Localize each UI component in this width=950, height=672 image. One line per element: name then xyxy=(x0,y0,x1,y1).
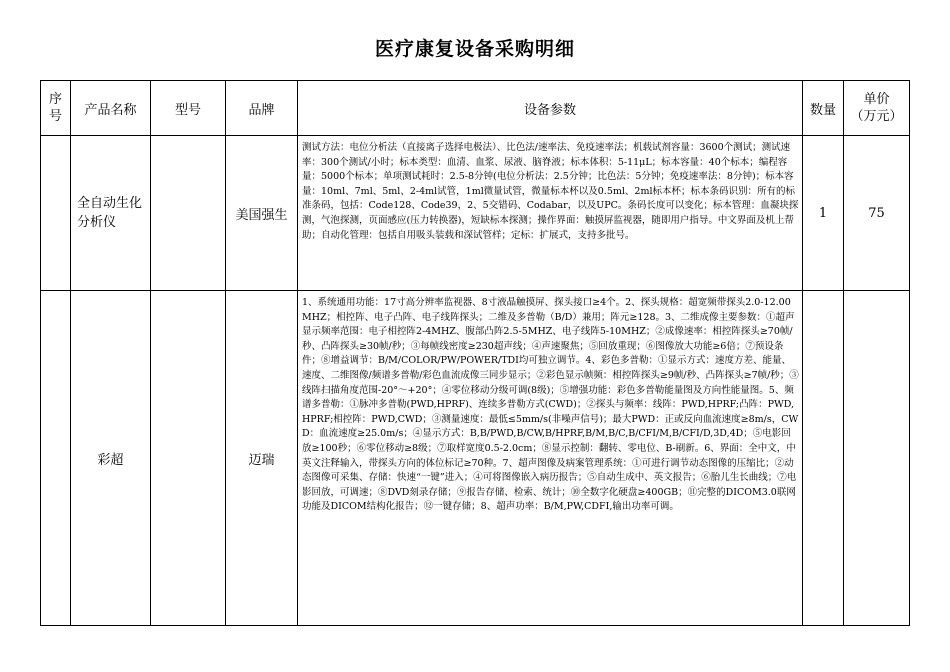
cell-brand: 迈瑞 xyxy=(226,291,298,626)
cell-params: 1、系统通用功能：17寸高分辨率监视器、8寸液晶触摸屏、探头接口≥4个。2、探头规格：超宽频带探头2.0-12.00MHZ；相控阵、电子凸阵、电子线阵探头；二维及多普勒（B/D）兼用；阵元≥128。3、二维成像主要参数：①超声显示频率范围：电子相控阵2-4MHZ、腹部凸阵2.5-5MHZ、电子线阵5-10MHZ；②成像速率：相控阵探头≥70帧/秒、凸阵探头≥30帧/秒；③每帧线密度≥230超声线；④声速聚焦；⑤回放重现；⑥图像放大功能≥6倍；⑦预设条件；⑧增益调节：B/M/COLOR/PW/POWER/TDI均可独立调节。4、彩色多普勒：①显示方式：速度方差、能量、速度、二维图像/频谱多普勒/彩色血流成像三同步显示；②彩色显示帧频：相控阵探头≥9帧/秒、凸阵探头≥7帧/秒；③线阵扫描角度范围-20°～+20°；④零位移动分级可调(8级)；⑤增强功能：彩色多普勒能量图及方向性能量图。5、频谱多普勒：①脉冲多普勒(PWD,HPRF)、连续多普勒方式(CWD)；②探头与频率：线阵：PWD,HPRF;凸阵：PWD,HPRF;相控阵：PWD,CWD；③测量速度：最低≤5mm/s(非噪声信号)；最大PWD：正或反向血流速度≥8m/s，CWD：血流速度≥25.0m/s；④显示方式：B,B/PWD,B/CW,B/HPRF,B/M,B/C,B/CFI/M,B/CFI/D,3D,4D；⑤电影回放≥100秒；⑥零位移动≥8级；⑦取样宽度0.5-2.0cm；⑧显示控制：翻转、零电位、B-刷新。6、界面：全中文，中英文注释输入，带探头方向的体位标记≥70种。7、超声图像及病案管理系统：①可进行调节动态图像的压缩比；②动态图像可采集、存储：快速“一键”进入；④可将图像嵌入病历报告；⑤自动生成中、英文报告；⑥胎儿生长曲线；⑦电影回放，可调速；⑧DVD刻录存储；⑨报告存储、检索、统计；⑩全数字化硬盘≥400GB；⑪完整的DICOM3.0联网功能及DICOM结构化报告；⑫一键存储；8、超声功率：B/M,PW,CDFI,输出功率可调。 xyxy=(298,291,803,626)
header-row xyxy=(41,81,910,136)
header-unit-price-line2: （万元） xyxy=(850,109,903,124)
table-row xyxy=(41,291,910,626)
cell-brand: 美国强生 xyxy=(226,136,298,291)
cell-model xyxy=(151,291,226,626)
cell-product-name: 全自动生化分析仪 xyxy=(71,136,151,291)
header-unit-price-line1: 单价 xyxy=(863,92,890,107)
cell-seq xyxy=(41,291,71,626)
cell-unit-price: 75 xyxy=(844,136,910,291)
header-product-name: 产品名称 xyxy=(71,81,151,136)
header-unit-price xyxy=(844,81,910,136)
header-seq-line1: 序 xyxy=(48,92,62,107)
header-brand: 品牌 xyxy=(226,81,298,136)
cell-unit-price xyxy=(844,291,910,626)
header-model: 型号 xyxy=(151,81,226,136)
table-row xyxy=(41,136,910,291)
header-quantity: 数量 xyxy=(803,81,844,136)
header-params: 设备参数 xyxy=(298,81,803,136)
cell-quantity: 1 xyxy=(803,136,844,291)
procurement-table xyxy=(40,80,910,626)
cell-seq xyxy=(41,136,71,291)
cell-product-name: 彩超 xyxy=(71,291,151,626)
cell-params: 测试方法：电位分析法（直接离子选择电极法）、比色法/速率法、免疫速率法；机载试剂容量：3600个测试；测试速率：300个测试/小时；标本类型：血清、血浆、尿液、脑脊液；标本体积：5-11μL；标本容量：40个标本；编程容量：5000个标本；单项测试耗时：2.5-8分钟(电位分析法：2.5分钟；比色法：5分钟；免疫速率法：8分钟)；标本容量：10ml、7ml、5ml、2-4ml试管，1ml微量试管，微量标本杯以及0.5ml、2ml标本杯；标本条码识别：所有的标准条码，包括：Code128、Code39，2、5交错码、Codabar，以及UPC。条码长度可以变化；标本管理：血凝块探测，气泡探测，页面感应(压力转换器)，短缺标本探测；操作界面：触摸屏监视器，随即用户指导。中文界面及机上帮助；自动化管理：包括自用吸头装载和深试管样；定标：扩展式，支持多批号。 xyxy=(298,136,803,291)
cell-model xyxy=(151,136,226,291)
cell-quantity xyxy=(803,291,844,626)
header-seq-line2: 号 xyxy=(48,109,62,124)
header-seq xyxy=(41,81,71,136)
page-title: 医疗康复设备采购明细 xyxy=(374,38,575,60)
